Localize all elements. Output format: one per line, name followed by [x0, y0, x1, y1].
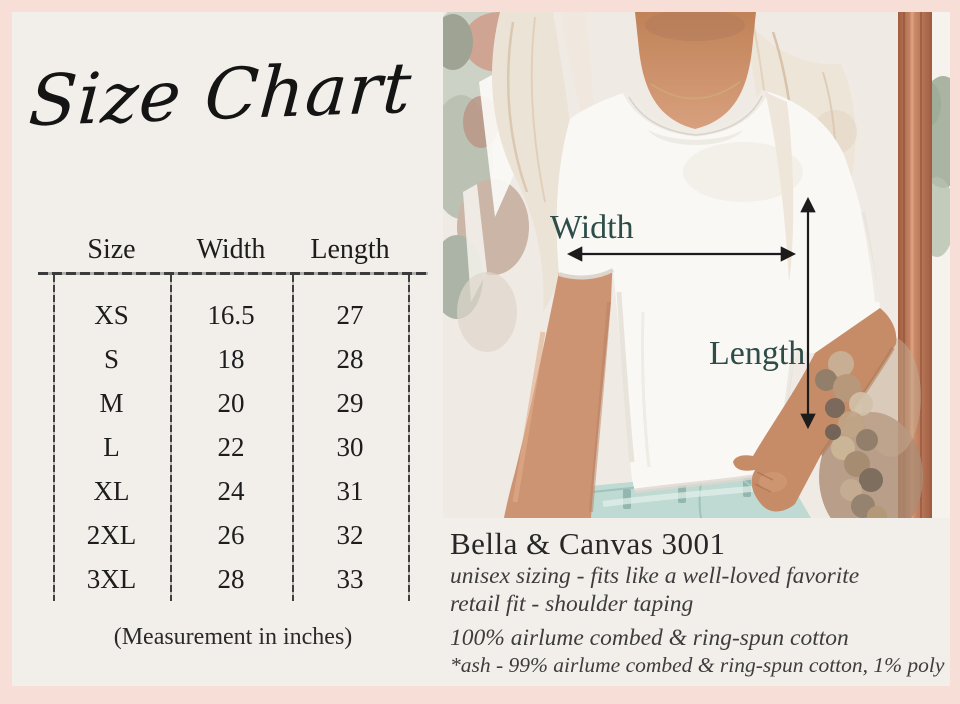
cell-length: 33: [336, 563, 364, 594]
page-background: [12, 12, 950, 686]
table-row: [38, 425, 428, 469]
cell-size: XS: [94, 299, 129, 330]
table-row: [38, 337, 428, 381]
table-vertical-rule: [170, 275, 172, 601]
measurement-note: (Measurement in inches): [113, 624, 353, 650]
fabric-line: 100% airlume combed & ring-spun cotton: [450, 625, 849, 651]
column-header-length: Length: [310, 234, 390, 265]
column-header-width: Width: [196, 234, 266, 265]
length-label: Length: [709, 335, 806, 372]
column-header-size: Size: [87, 234, 136, 265]
cell-size: 2XL: [86, 519, 137, 550]
page-title: Size Chart: [26, 46, 415, 143]
cell-length: 29: [336, 387, 364, 418]
cell-width: 28: [217, 563, 245, 594]
table-row: [38, 513, 428, 557]
cell-length: 30: [336, 431, 364, 462]
product-name: Bella & Canvas 3001: [450, 526, 726, 561]
size-table: [38, 225, 428, 601]
table-vertical-rule: [53, 275, 55, 601]
cell-width: 16.5: [207, 299, 255, 330]
cell-length: 31: [336, 475, 364, 506]
cell-width: 20: [217, 387, 245, 418]
product-info: [450, 526, 950, 679]
model-photo: [443, 12, 950, 518]
cell-length: 27: [336, 299, 364, 330]
cell-width: 24: [217, 475, 245, 506]
cell-size: S: [103, 343, 120, 374]
tshirt-photo-scene: [443, 12, 950, 518]
cell-size: M: [99, 387, 124, 418]
table-row: [38, 469, 428, 513]
cell-width: 26: [217, 519, 245, 550]
cell-width: 18: [217, 343, 245, 374]
table-row: [38, 293, 428, 337]
table-body: [38, 275, 428, 601]
table-row: [38, 381, 428, 425]
product-fit-line: retail fit - shoulder taping: [450, 591, 694, 617]
table-header-row: [38, 225, 428, 272]
cell-size: 3XL: [86, 563, 137, 594]
fabric-line: *ash - 99% airlume combed & ring-spun cotton, 1% poly: [450, 653, 945, 677]
fabric-info: [450, 625, 950, 679]
product-fit-line: unisex sizing - fits like a well-loved favorite: [450, 563, 860, 589]
width-label: Width: [550, 209, 634, 246]
table-vertical-rule: [408, 275, 410, 601]
cell-length: 28: [336, 343, 364, 374]
cell-size: XL: [93, 475, 130, 506]
table-vertical-rule: [292, 275, 294, 601]
cell-width: 22: [217, 431, 245, 462]
cell-size: L: [103, 431, 120, 462]
table-row: [38, 557, 428, 601]
cell-length: 32: [336, 519, 364, 550]
